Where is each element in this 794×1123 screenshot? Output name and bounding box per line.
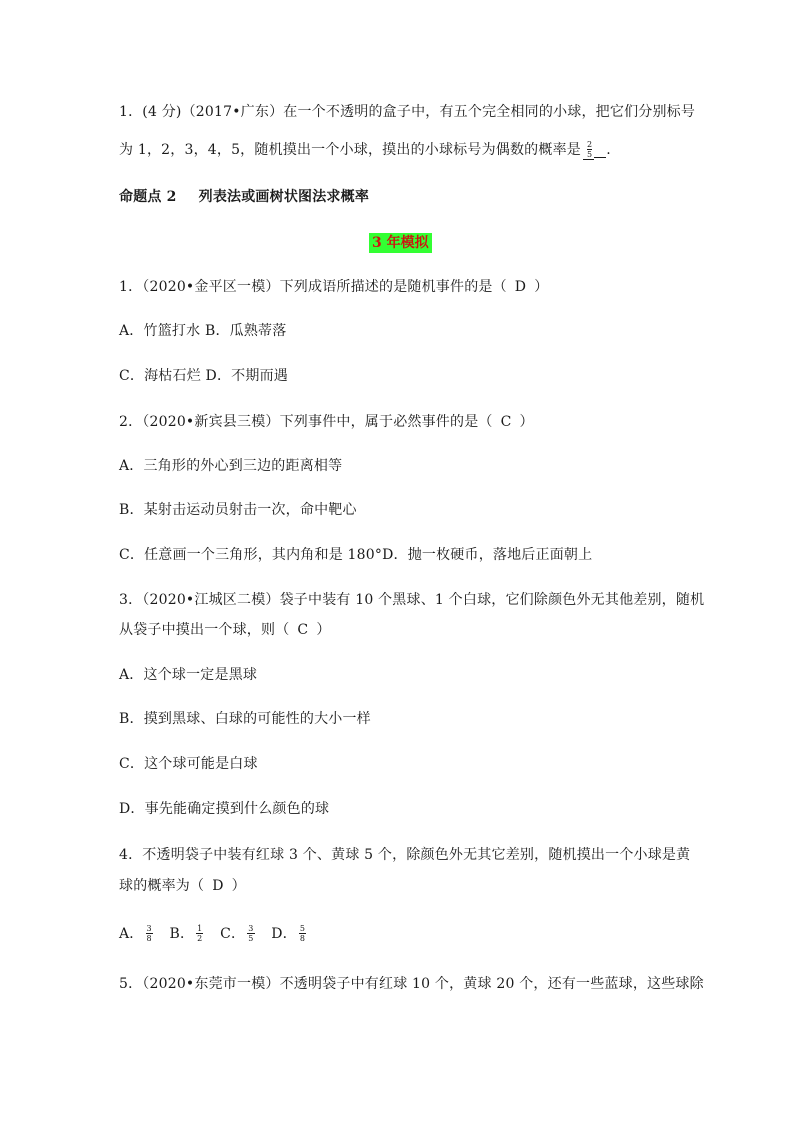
q2017-line2 bbox=[119, 140, 611, 160]
q2-close: ） bbox=[519, 414, 534, 430]
q3-option-d: D．事先能确定摸到什么颜色的球 bbox=[119, 801, 330, 817]
q2-answer: C bbox=[500, 414, 512, 430]
q4-close: ） bbox=[231, 878, 246, 894]
q3-option-c: C．这个球可能是白球 bbox=[119, 756, 258, 772]
q4-stem-text: 球的概率为（ bbox=[119, 878, 205, 894]
q1-stem bbox=[119, 278, 548, 296]
three-year-mock-badge: 3 年模拟 bbox=[369, 233, 432, 253]
q1-options-cd: C．海枯石烂 D．不期而遇 bbox=[119, 368, 288, 384]
q2017-line1: 1．(4 分)（2017•广东）在一个不透明的盒子中，有五个完全相同的小球，把它们分别标号 bbox=[119, 104, 696, 120]
section-heading bbox=[119, 188, 369, 206]
q3-stem-line2 bbox=[119, 621, 331, 639]
q4-option-a: A． $\frac{3}{8}$ bbox=[119, 924, 152, 943]
q3-close: ） bbox=[316, 622, 331, 638]
q4-option-d: D． $\frac{5}{8}$ bbox=[271, 924, 306, 943]
q2-stem bbox=[119, 413, 534, 431]
section-title: 列表法或画树状图法求概率 bbox=[198, 189, 370, 205]
q1-stem-text: 1．（2020•金平区一模）下列成语所描述的是随机事件的是（ bbox=[119, 279, 507, 295]
q4-stem-line1: 4．不透明袋子中装有红球 3 个、黄球 5 个，除颜色外无其它差别，随机摸出一个小球是黄 bbox=[119, 847, 691, 863]
q3-answer: C bbox=[297, 622, 309, 638]
q2-option-b: B．某射击运动员射击一次，命中靶心 bbox=[119, 502, 357, 518]
q4-option-b: B． $\frac{1}{2}$ bbox=[169, 924, 203, 943]
q1-answer: D bbox=[514, 279, 527, 295]
q2017-period: . bbox=[606, 142, 611, 158]
q3-stem-line1: 3．（2020•江城区二模）袋子中装有 10 个黑球、1 个白球，它们除颜色外无其他差别，随机 bbox=[119, 592, 705, 608]
q2017-line2-text: 为 1，2，3，4，5，随机摸出一个小球，摸出的小球标号为偶数的概率是 bbox=[119, 142, 581, 158]
q4-stem-line2 bbox=[119, 877, 246, 895]
q4-option-c: C． $\frac{3}{5}$ bbox=[220, 924, 254, 943]
q2017-answer-denominator: 5 bbox=[587, 150, 593, 159]
q2017-answer-fraction bbox=[583, 140, 594, 160]
q2-option-a: A．三角形的外心到三边的距离相等 bbox=[119, 458, 343, 474]
q3-option-a: A．这个球一定是黑球 bbox=[119, 667, 258, 683]
q1-options-ab: A．竹篮打水 B．瓜熟蒂落 bbox=[119, 323, 287, 339]
q2-stem-text: 2．（2020•新宾县三模）下列事件中，属于必然事件的是（ bbox=[119, 414, 493, 430]
q1-close: ） bbox=[534, 279, 549, 295]
q2-options-cd: C．任意画一个三角形，其内角和是 180°D．抛一枚硬币，落地后正面朝上 bbox=[119, 547, 593, 563]
q4-answer: D bbox=[212, 878, 224, 894]
q5-stem-line1: 5．（2020•东莞市一模）不透明袋子中有红球 10 个，黄球 20 个，还有一些蓝球，这些球除 bbox=[119, 976, 704, 992]
q3-option-b: B．摸到黑球、白球的可能性的大小一样 bbox=[119, 711, 371, 727]
section-label: 命题点 2 bbox=[119, 189, 177, 205]
q2017-answer-numerator: 2 bbox=[587, 140, 593, 149]
q2017-answer-blank bbox=[594, 143, 606, 158]
q3-stem-text: 从袋子中摸出一个球，则（ bbox=[119, 622, 290, 638]
q4-options bbox=[119, 924, 308, 943]
